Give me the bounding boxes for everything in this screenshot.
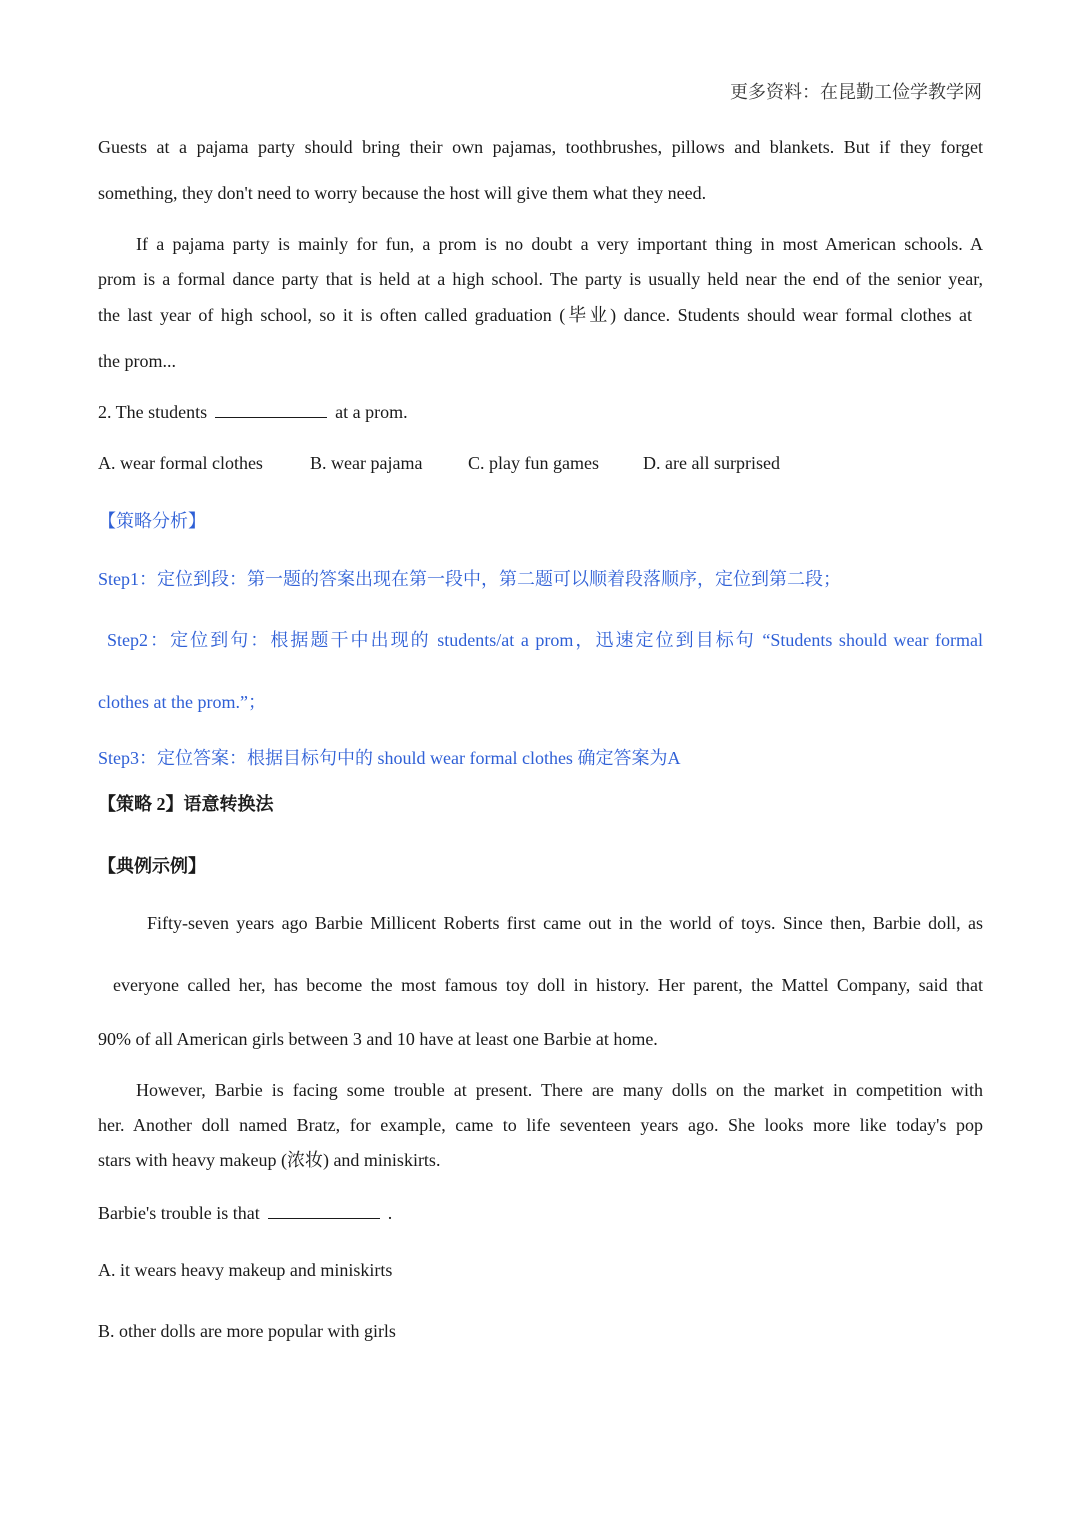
answer-blank: [215, 401, 327, 418]
question-2-prefix: 2. The students: [98, 402, 208, 422]
paragraph-2-line-3: the last year of high school, so it is often called graduation (毕业) dance. Students should wear formal clothes at: [98, 305, 972, 325]
analysis-heading: 【策略分析】: [98, 511, 206, 531]
analysis-step-2-line-1: Step2：定位到句：根据题干中出现的 students/at a prom，迅速定位到目标句 “Students should wear formal: [107, 630, 983, 650]
paragraph-3-line-3: 90% of all American girls between 3 and 10 have at least one Barbie at home.: [98, 1029, 658, 1049]
question-3-suffix: .: [387, 1203, 393, 1223]
analysis-step-1: Step1：定位到段：第一题的答案出现在第一段中，第二题可以顺着段落顺序，定位到第二段；: [98, 569, 841, 589]
paragraph-2-line-1: If a pajama party is mainly for fun, a prom is no doubt a very important thing in most American schools. A: [136, 234, 983, 254]
option-b: B. wear pajama: [310, 453, 423, 473]
analysis-step-3: Step3：定位答案：根据目标句中的 should wear formal clothes 确定答案为A: [98, 748, 681, 768]
paragraph-4-line-2: her. Another doll named Bratz, for example, came to life seventeen years ago. She looks more like today's pop: [98, 1115, 983, 1135]
paragraph-3-line-1: Fifty-seven years ago Barbie Millicent Roberts first came out in the world of toys. Since then, Barbie doll, as: [147, 913, 983, 933]
paragraph-2-line-4: the prom...: [98, 351, 176, 371]
answer-blank: [268, 1202, 380, 1219]
question-3-prefix: Barbie's trouble is that: [98, 1203, 260, 1223]
paragraph-4-line-3: stars with heavy makeup (浓妆) and miniskirts.: [98, 1150, 441, 1170]
option-c: C. play fun games: [468, 453, 599, 473]
paragraph-2-line-2: prom is a formal dance party that is held at a high school. The party is usually held near the end of the senior year,: [98, 269, 983, 289]
paragraph-1-line-1: Guests at a pajama party should bring their own pajamas, toothbrushes, pillows and blankets. But if they forget: [98, 137, 983, 157]
option-d: D. are all surprised: [643, 453, 780, 473]
question-2-suffix: at a prom.: [335, 402, 408, 422]
page-header: 更多资料：在昆勤工俭学教学网: [730, 82, 982, 102]
strategy-2-heading: 【策略 2】语意转换法: [98, 794, 274, 814]
analysis-step-2-line-2: clothes at the prom.”；: [98, 692, 266, 712]
paragraph-1-line-2: something, they don't need to worry because the host will give them what they need.: [98, 183, 707, 203]
example-heading: 【典例示例】: [98, 856, 206, 876]
question-3-option-b: B. other dolls are more popular with girls: [98, 1321, 396, 1341]
paragraph-3-line-2: everyone called her, has become the most famous toy doll in history. Her parent, the Mattel Company, said that: [113, 975, 983, 995]
question-3: [98, 1202, 983, 1224]
paragraph-4-line-1: However, Barbie is facing some trouble at present. There are many dolls on the market in competition with: [136, 1080, 983, 1100]
question-3-option-a: A. it wears heavy makeup and miniskirts: [98, 1260, 393, 1280]
option-a: A. wear formal clothes: [98, 453, 263, 473]
question-2: [98, 401, 983, 423]
